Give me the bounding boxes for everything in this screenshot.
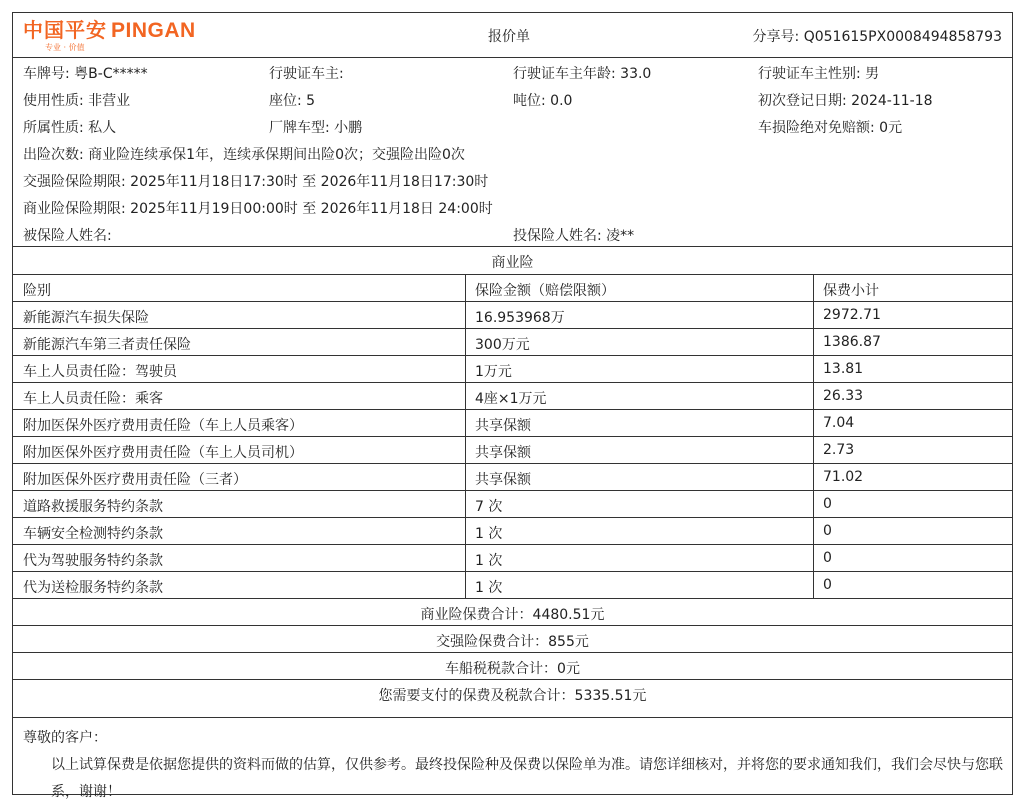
applicant-name: 投保险人姓名: 凌** <box>513 228 635 244</box>
header-sum-insured: 保险金额（赔偿限额） <box>475 283 615 299</box>
premium-subtotal: 1386.87 <box>823 334 881 350</box>
grand-total: 您需要支付的保费及税款合计：5335.51元 <box>378 688 647 704</box>
ownership-type: 所属性质: 私人 <box>23 120 117 136</box>
header-coverage: 险别 <box>23 283 51 299</box>
table-row <box>13 329 1012 356</box>
premium-subtotal: 13.81 <box>823 361 864 377</box>
ctp-total: 交强险保费合计：855元 <box>436 634 589 650</box>
table-row <box>13 491 1012 518</box>
section-title: 商业险 <box>491 255 534 271</box>
divider <box>13 717 1012 718</box>
seat-count: 座位: 5 <box>269 93 316 109</box>
coverage-name: 附加医保外医疗费用责任险（车上人员司机） <box>23 445 303 461</box>
notice-body: 以上试算保费是依据您提供的资料而做的估算，仅供参考。最终投保险种及保费以保险单为准。请您详细核对，并将您的要求通知我们，我们会尽快与您联系，谢谢！ <box>51 757 1003 800</box>
sum-insured: 共享保额 <box>475 472 531 488</box>
sum-insured: 1 次 <box>475 580 503 596</box>
coverage-name: 车上人员责任险：乘客 <box>23 391 163 407</box>
customer-notice <box>23 725 1003 806</box>
share-number <box>753 26 1002 46</box>
usage-type: 使用性质: 非营业 <box>23 93 131 109</box>
share-value: Q051615PX0008494858793 <box>803 29 1002 45</box>
totals-row <box>13 626 1012 653</box>
quote-header <box>13 13 1012 58</box>
info-row-5 <box>13 166 1012 193</box>
commercial-total: 商业险保费合计：4480.51元 <box>420 607 605 623</box>
info-row-2 <box>13 85 1012 112</box>
coverage-name: 附加医保外医疗费用责任险（车上人员乘客） <box>23 418 303 434</box>
table-row <box>13 356 1012 383</box>
share-label: 分享号: <box>752 29 800 45</box>
header-premium: 保费小计 <box>823 283 879 299</box>
sum-insured: 1 次 <box>475 526 503 542</box>
premium-subtotal: 26.33 <box>823 388 864 404</box>
sum-insured: 共享保额 <box>475 445 531 461</box>
table-row <box>13 572 1012 599</box>
sum-insured: 7 次 <box>475 499 503 515</box>
coverage-name: 新能源汽车损失保险 <box>23 310 149 326</box>
owner-age: 行驶证车主年龄: 33.0 <box>513 66 652 82</box>
section-title-row <box>13 247 1012 274</box>
info-row-3 <box>13 112 1012 139</box>
premium-subtotal: 71.02 <box>823 469 864 485</box>
table-row <box>13 302 1012 329</box>
premium-subtotal: 0 <box>823 496 832 512</box>
coverage-name: 代为驾驶服务特约条款 <box>23 553 163 569</box>
logo-slogan: 专业 · 价值 <box>45 43 85 52</box>
plate-number: 车牌号: 粤B-C***** <box>23 66 148 82</box>
owner-gender: 行驶证车主性别: 男 <box>758 66 880 82</box>
totals-row <box>13 680 1012 707</box>
table-row <box>13 410 1012 437</box>
logo-en-text: PINGAN <box>111 19 196 42</box>
logo-cn-text: 中国平安 <box>23 18 107 42</box>
info-row-4 <box>13 139 1012 166</box>
table-row <box>13 437 1012 464</box>
damage-deductible: 车损险绝对免赔额: 0元 <box>758 120 903 136</box>
notice-greeting: 尊敬的客户： <box>23 730 107 746</box>
premium-subtotal: 2972.71 <box>823 307 881 323</box>
vehicle-tax-total: 车船税税款合计：0元 <box>445 661 580 677</box>
table-row <box>13 545 1012 572</box>
table-row <box>13 518 1012 545</box>
totals-row <box>13 653 1012 680</box>
coverage-name: 车辆安全检测特约条款 <box>23 526 163 542</box>
coverage-name: 道路救援服务特约条款 <box>23 499 163 515</box>
sum-insured: 1 次 <box>475 553 503 569</box>
info-row-1 <box>13 58 1012 85</box>
quote-sheet <box>12 12 1013 800</box>
sum-insured: 16.953968万 <box>475 310 565 326</box>
sum-insured: 1万元 <box>475 364 512 380</box>
first-registration-date: 初次登记日期: 2024-11-18 <box>758 93 933 109</box>
claim-history: 出险次数: 商业险连续承保1年，连续承保期间出险0次；交强险出险0次 <box>23 147 465 163</box>
info-row-7 <box>13 220 1012 247</box>
totals-row <box>13 599 1012 626</box>
premium-subtotal: 0 <box>823 550 832 566</box>
info-row-6 <box>13 193 1012 220</box>
premium-subtotal: 0 <box>823 577 832 593</box>
vehicle-owner: 行驶证车主: <box>269 66 344 82</box>
premium-subtotal: 2.73 <box>823 442 855 458</box>
pingan-logo <box>23 13 196 53</box>
insured-name: 被保险人姓名: <box>23 228 112 244</box>
premium-subtotal: 0 <box>823 523 832 539</box>
premium-subtotal: 7.04 <box>823 415 855 431</box>
table-row <box>13 383 1012 410</box>
table-header-row <box>13 275 1012 302</box>
coverage-name: 附加医保外医疗费用责任险（三者） <box>23 472 247 488</box>
coverage-name: 车上人员责任险：驾驶员 <box>23 364 177 380</box>
tonnage: 吨位: 0.0 <box>513 93 573 109</box>
coverage-name: 新能源汽车第三者责任保险 <box>23 337 191 353</box>
coverage-name: 代为送检服务特约条款 <box>23 580 163 596</box>
doc-title: 报价单 <box>488 29 530 45</box>
sum-insured: 共享保额 <box>475 418 531 434</box>
vehicle-model: 厂牌车型: 小鹏 <box>269 120 363 136</box>
commercial-period: 商业险保险期限: 2025年11月19日00:00时 至 2026年11月18日 24:00时 <box>23 201 493 217</box>
table-row <box>13 464 1012 491</box>
sum-insured: 4座×1万元 <box>475 391 547 407</box>
ctp-period: 交强险保险期限: 2025年11月18日17:30时 至 2026年11月18日17:30时 <box>23 174 489 190</box>
sum-insured: 300万元 <box>475 337 530 353</box>
